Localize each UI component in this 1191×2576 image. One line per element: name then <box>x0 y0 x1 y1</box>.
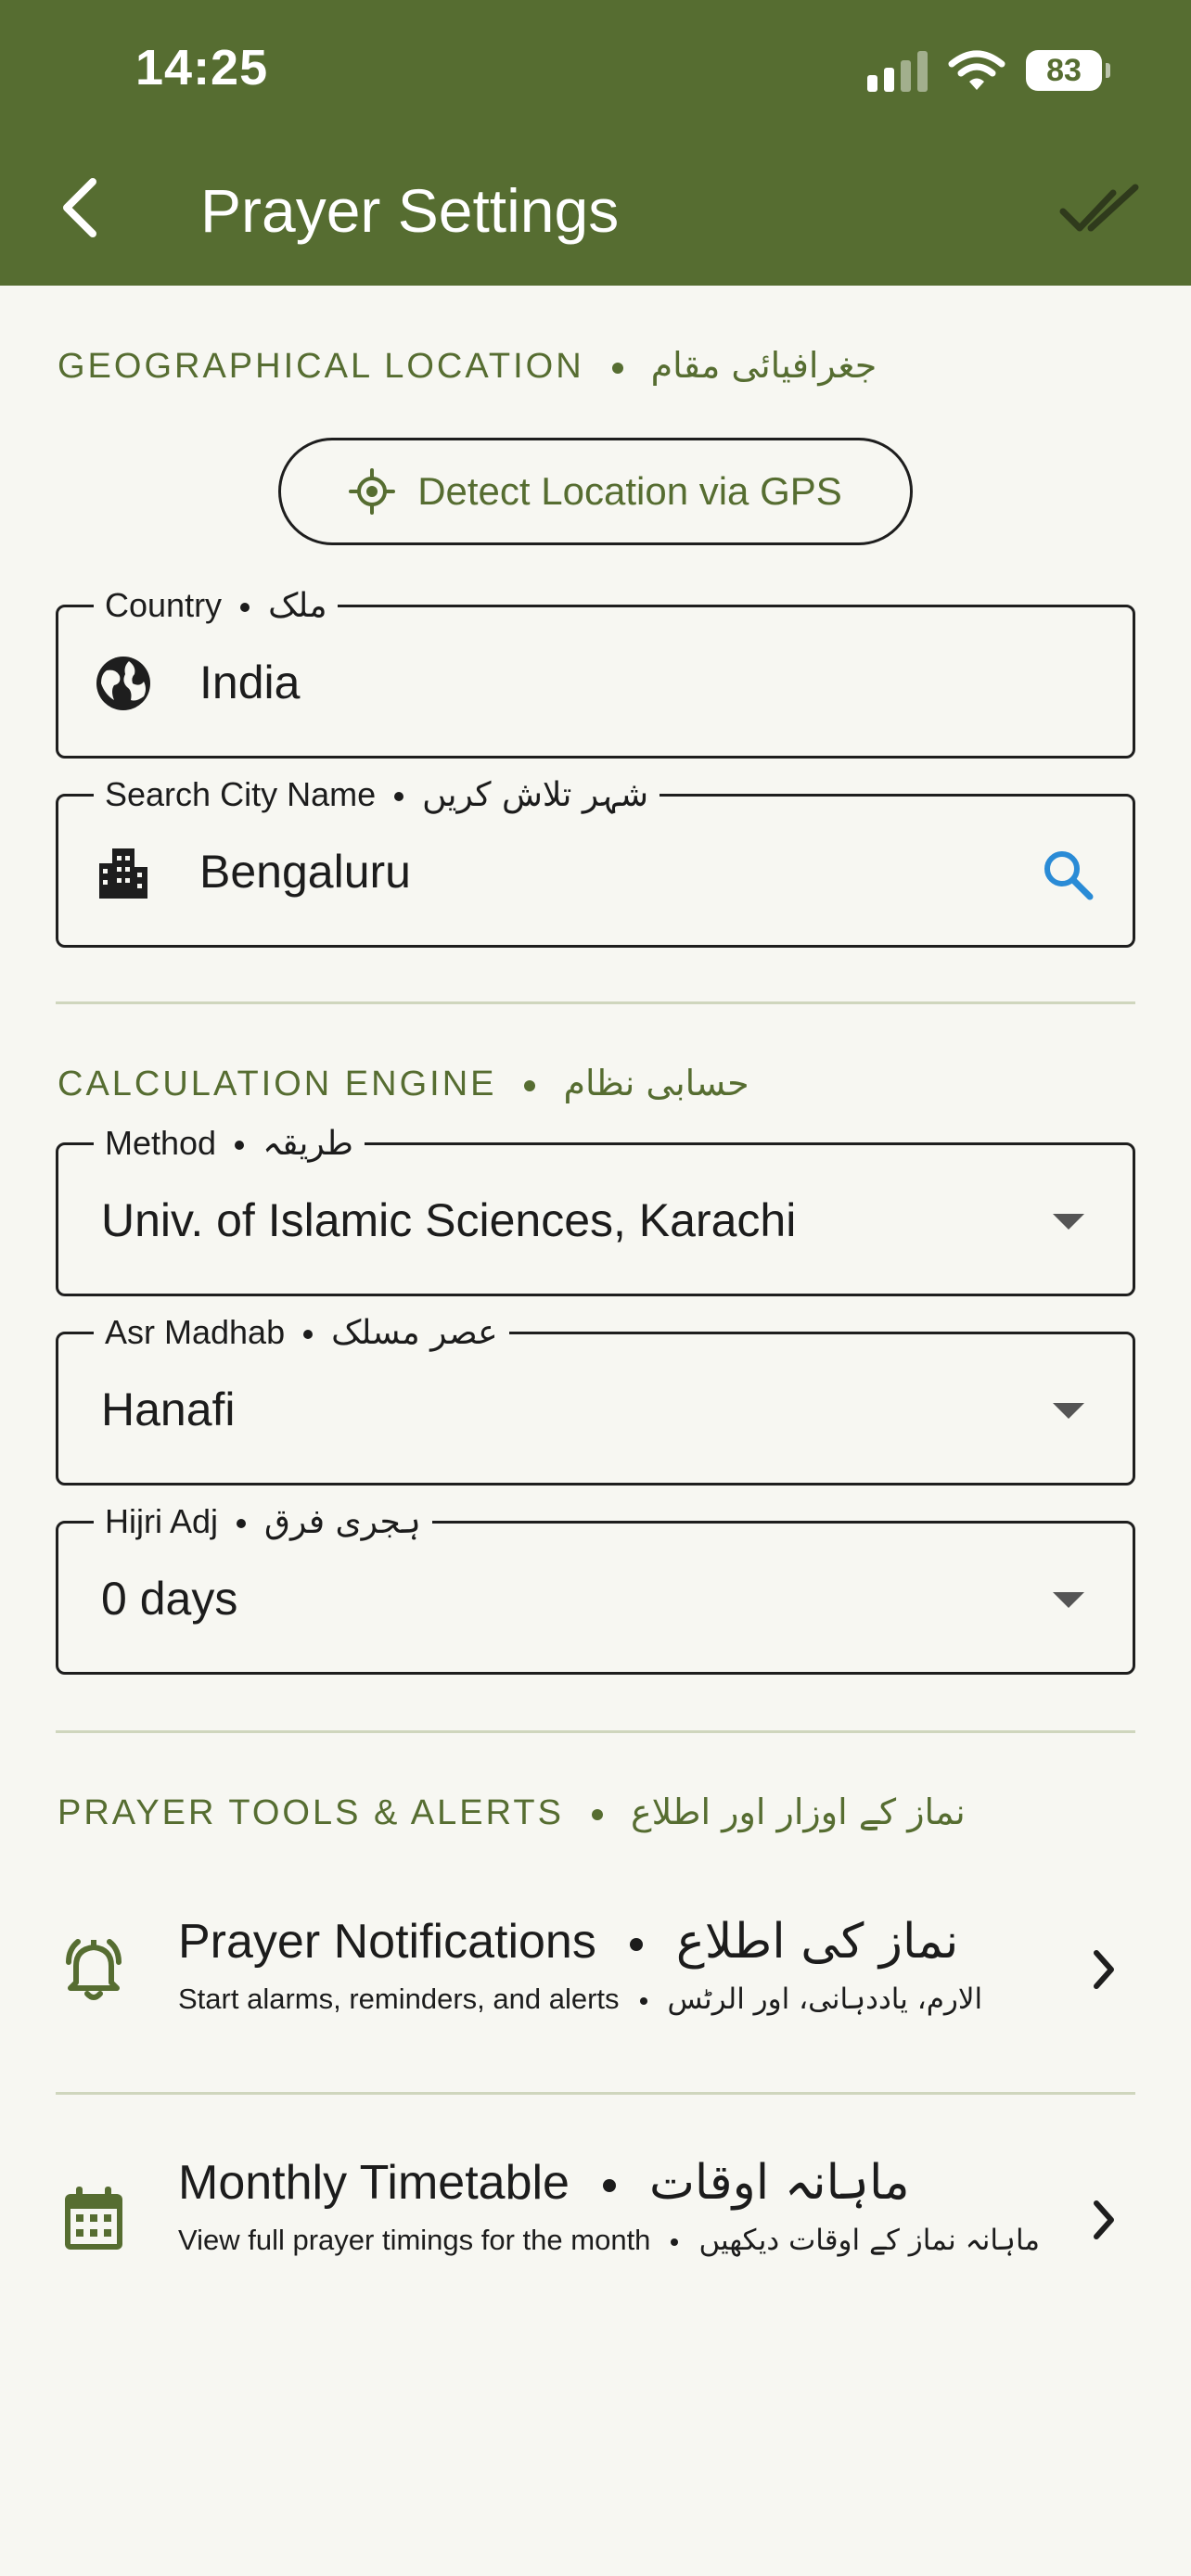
tool-subtitle-text: View full prayer timings for the month <box>178 2224 651 2256</box>
detect-gps-button[interactable] <box>278 438 913 545</box>
country-field[interactable] <box>56 586 1135 759</box>
globe-icon <box>94 654 153 713</box>
tool-title-text: Prayer Notifications <box>178 1915 596 1969</box>
separator-dot <box>235 1141 244 1150</box>
method-label-text: Method <box>105 1124 217 1162</box>
city-buildings-icon <box>94 843 153 902</box>
tool-subtitle <box>178 1981 982 2018</box>
hijri-label-text: Hijri Adj <box>105 1502 219 1540</box>
hijri-value: 0 days <box>101 1573 238 1625</box>
wifi-icon <box>948 49 1005 92</box>
separator-dot <box>640 1997 647 2005</box>
section-title-text: GEOGRAPHICAL LOCATION <box>58 347 584 386</box>
section-divider <box>56 1001 1135 1004</box>
separator-dot <box>671 2238 678 2246</box>
city-search-field[interactable] <box>56 775 1135 948</box>
cellular-signal-icon <box>867 49 928 92</box>
separator-dot <box>630 1938 643 1951</box>
separator-dot <box>394 792 403 801</box>
city-label-urdu: شہر تلاش کریں <box>422 776 648 814</box>
section-divider <box>56 1730 1135 1733</box>
separator-dot <box>592 1809 603 1820</box>
city-value: Bengaluru <box>199 846 411 898</box>
tool-title <box>178 1912 958 1971</box>
section-title-text: PRAYER TOOLS & ALERTS <box>58 1793 564 1832</box>
calendar-icon <box>58 2183 130 2255</box>
city-label <box>94 772 660 818</box>
app-bar <box>0 0 1191 286</box>
asr-label <box>94 1310 509 1356</box>
monthly-timetable-item[interactable] <box>0 2118 1191 2303</box>
separator-dot <box>237 1519 246 1528</box>
dropdown-arrow-icon <box>1053 1592 1084 1608</box>
country-label-urdu: ملک <box>268 587 327 625</box>
tool-subtitle <box>178 2222 1040 2259</box>
tool-subtitle-urdu: ماہانہ نماز کے اوقات دیکھیں <box>698 2224 1041 2257</box>
section-title-text: CALCULATION ENGINE <box>58 1065 497 1103</box>
method-label <box>94 1121 365 1167</box>
tool-title <box>178 2153 910 2213</box>
done-all-icon[interactable] <box>1059 182 1143 237</box>
asr-label-text: Asr Madhab <box>105 1313 286 1351</box>
hijri-adj-dropdown[interactable] <box>56 1502 1135 1675</box>
tool-title-urdu: ماہانہ اوقات <box>648 2155 910 2211</box>
bell-icon <box>58 1932 130 2005</box>
asr-madhab-dropdown[interactable] <box>56 1313 1135 1486</box>
prayer-notifications-item[interactable] <box>0 1875 1191 2060</box>
battery-icon <box>1026 50 1102 91</box>
separator-dot <box>240 603 250 612</box>
chevron-right-icon <box>1085 2194 1122 2246</box>
status-icons <box>867 46 1102 95</box>
method-label-urdu: طریقہ <box>263 1125 353 1163</box>
dropdown-arrow-icon <box>1053 1403 1084 1419</box>
separator-dot <box>612 363 623 374</box>
battery-level: 83 <box>1046 52 1082 88</box>
country-label-text: Country <box>105 586 223 624</box>
country-label <box>94 583 338 629</box>
separator-dot <box>603 2179 616 2192</box>
gps-target-icon <box>349 468 395 515</box>
tool-title-text: Monthly Timetable <box>178 2156 570 2210</box>
back-arrow-icon[interactable] <box>52 174 108 241</box>
hijri-label-urdu: ہجری فرق <box>264 1503 421 1541</box>
section-title-urdu: نماز کے اوزار اور اطلاع <box>630 1792 966 1832</box>
hijri-label <box>94 1499 432 1545</box>
separator-dot <box>303 1330 313 1339</box>
section-title-calc <box>58 1063 749 1104</box>
page-title: Prayer Settings <box>200 176 620 245</box>
section-title-geo <box>58 345 877 387</box>
dropdown-arrow-icon <box>1053 1214 1084 1230</box>
section-title-tools <box>58 1792 966 1833</box>
search-icon[interactable] <box>1040 847 1095 902</box>
method-dropdown[interactable] <box>56 1124 1135 1296</box>
asr-label-urdu: عصر مسلک <box>331 1314 498 1352</box>
chevron-right-icon <box>1085 1944 1122 1996</box>
section-title-urdu: جغرافیائی مقام <box>650 345 877 386</box>
asr-value: Hanafi <box>101 1384 236 1435</box>
method-value: Univ. of Islamic Sciences, Karachi <box>101 1194 797 1246</box>
detect-gps-label: Detect Location via GPS <box>417 469 842 513</box>
tool-subtitle-urdu: الارم، یاددہانی، اور الرٹس <box>667 1983 983 2016</box>
section-title-urdu: حسابی نظام <box>563 1063 749 1103</box>
list-divider <box>56 2092 1135 2095</box>
tool-title-urdu: نماز کی اطلاع <box>675 1914 959 1970</box>
city-label-text: Search City Name <box>105 775 377 813</box>
status-time: 14:25 <box>135 40 269 96</box>
tool-subtitle-text: Start alarms, reminders, and alerts <box>178 1983 620 2015</box>
separator-dot <box>524 1080 535 1091</box>
country-value: India <box>199 657 301 708</box>
